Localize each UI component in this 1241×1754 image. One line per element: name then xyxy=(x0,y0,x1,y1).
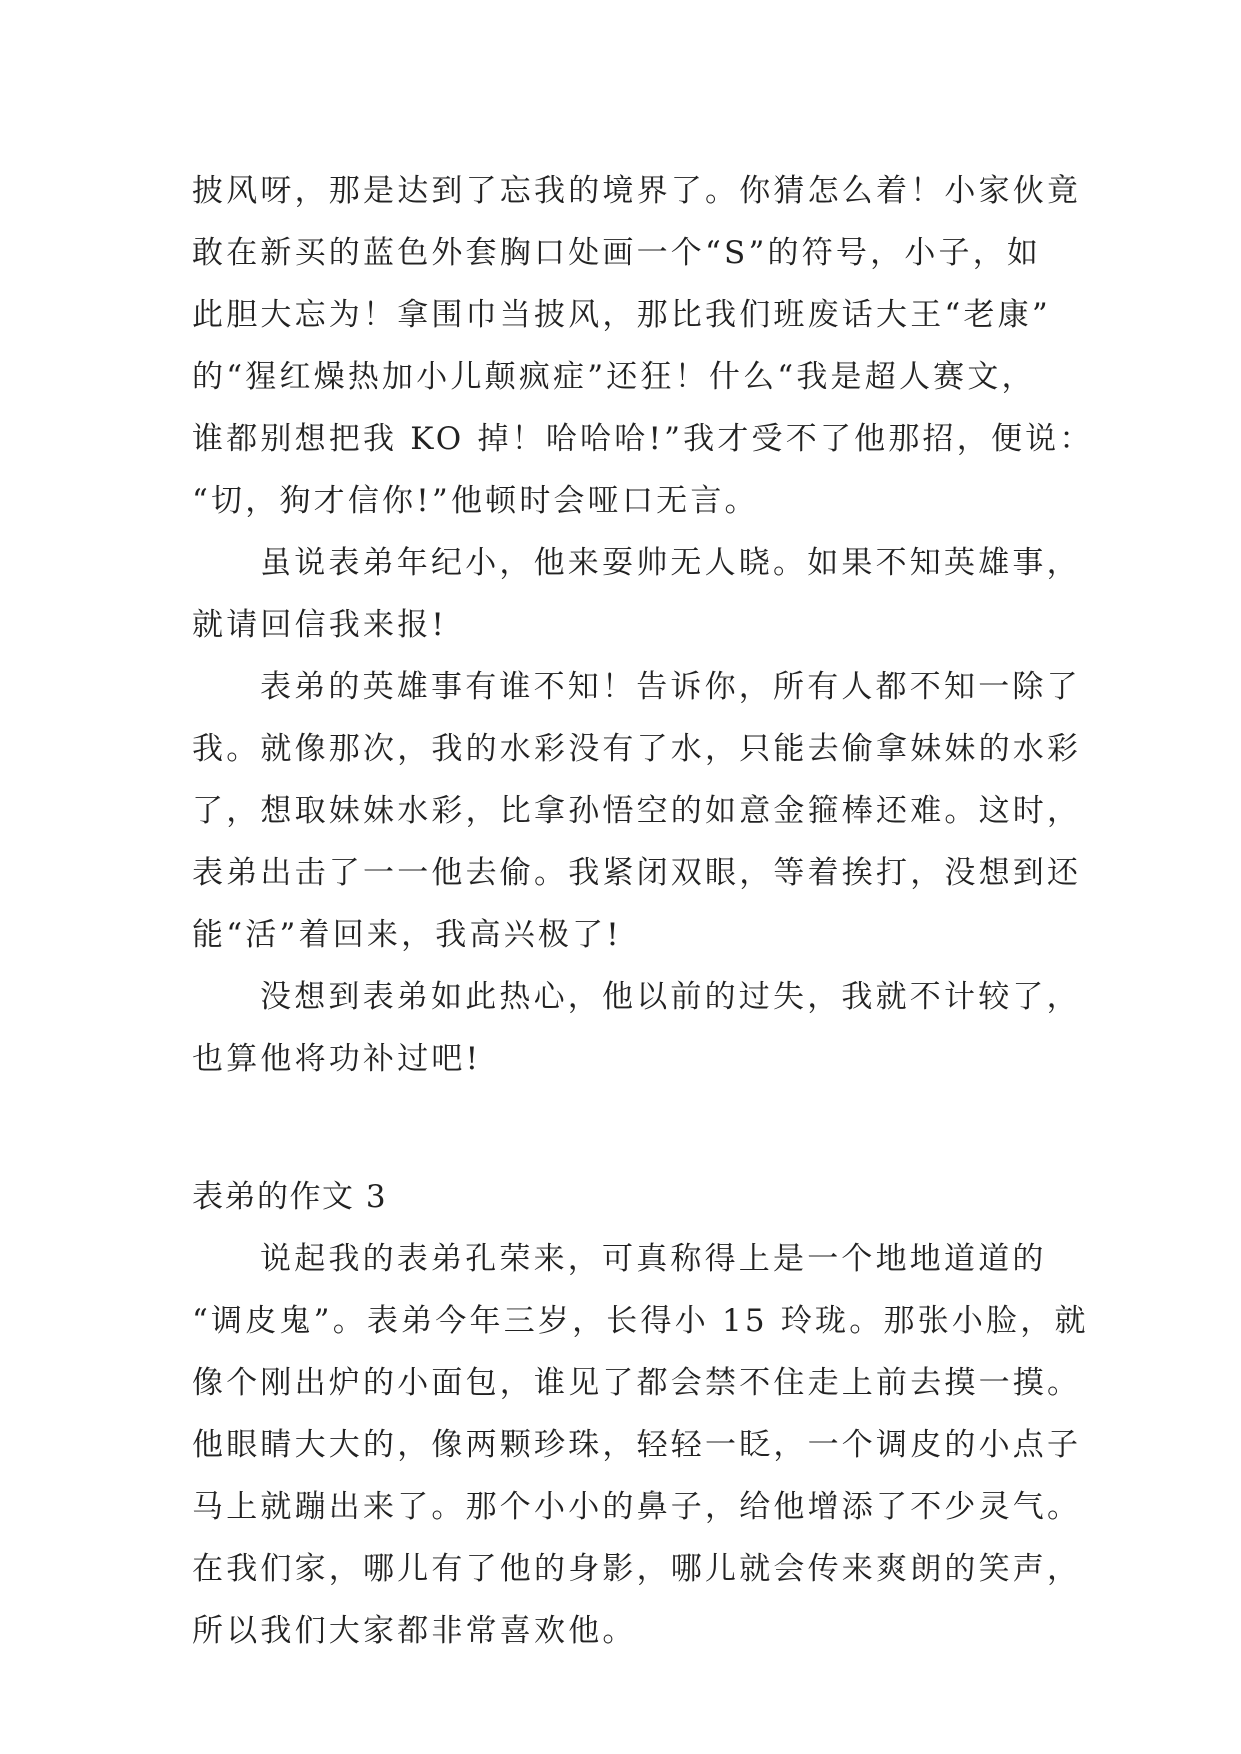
text-line: “切，狗才信你!”他顿时会哑口无言。 xyxy=(192,483,759,519)
paragraph xyxy=(192,656,1082,966)
text-line: 能“活”着回来，我高兴极了! xyxy=(192,917,622,953)
text-line: 表弟的英雄事有谁不知！告诉你，所有人都不知一除了 xyxy=(260,669,1081,705)
text-line: 谁都别想把我 KO 掉！哈哈哈!”我才受不了他那招，便说： xyxy=(192,421,1094,457)
paragraph xyxy=(192,1228,1089,1662)
text-line: 披风呀，那是达到了忘我的境界了。你猜怎么着！小家伙竟 xyxy=(192,173,1082,209)
section-heading: 表弟的作文 3 xyxy=(192,1179,388,1215)
text-line: 虽说表弟年纪小，他来耍帅无人晓。如果不知英雄事， xyxy=(260,545,1081,581)
text-line: “调皮鬼”。表弟今年三岁，长得小 15 玲珑。那张小脸，就 xyxy=(192,1303,1089,1339)
text-line: 此胆大忘为！拿围巾当披风，那比我们班废话大王“老康” xyxy=(192,297,1051,333)
text-line: 敢在新买的蓝色外套胸口处画一个“S”的符号，小子，如 xyxy=(192,235,1042,271)
text-line: 所以我们大家都非常喜欢他。 xyxy=(192,1613,637,1649)
text-line: 也算他将功补过吧! xyxy=(192,1041,482,1077)
text-line: 的“猩红燥热加小儿颠疯症”还狂！什么“我是超人赛文， xyxy=(192,359,1036,395)
text-line: 说起我的表弟孔荣来，可真称得上是一个地地道道的 xyxy=(260,1241,1047,1277)
text-line: 没想到表弟如此热心，他以前的过失，我就不计较了， xyxy=(260,979,1081,1015)
text-line: 了，想取妹妹水彩，比拿孙悟空的如意金箍棒还难。这时， xyxy=(192,793,1082,829)
paragraph xyxy=(192,532,1081,656)
document-body xyxy=(192,160,1094,1662)
text-line: 就请回信我来报! xyxy=(192,607,448,643)
section-spacer xyxy=(192,1090,1062,1166)
text-line: 他眼睛大大的，像两颗珍珠，轻轻一眨，一个调皮的小点子 xyxy=(192,1427,1082,1463)
text-line: 在我们家，哪儿有了他的身影，哪儿就会传来爽朗的笑声， xyxy=(192,1551,1082,1587)
text-line: 马上就蹦出来了。那个小小的鼻子，给他增添了不少灵气。 xyxy=(192,1489,1082,1525)
paragraph xyxy=(192,966,1081,1090)
text-line: 我。就像那次，我的水彩没有了水，只能去偷拿妹妹的水彩 xyxy=(192,731,1082,767)
text-line: 表弟出击了一一他去偷。我紧闭双眼，等着挨打，没想到还 xyxy=(192,855,1082,891)
paragraph-continued xyxy=(192,160,1094,532)
text-line: 像个刚出炉的小面包，谁见了都会禁不住走上前去摸一摸。 xyxy=(192,1365,1082,1401)
